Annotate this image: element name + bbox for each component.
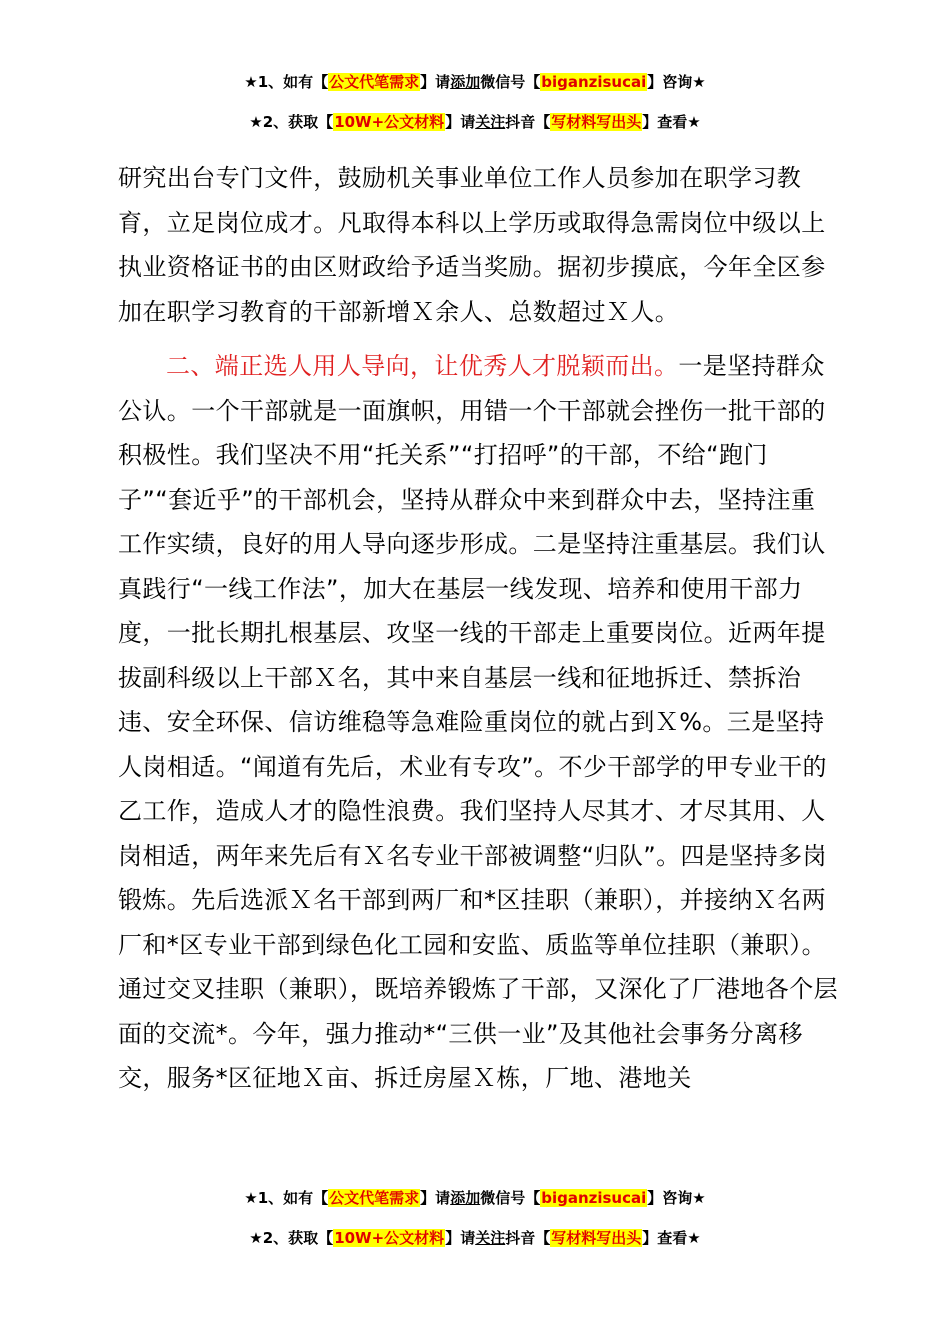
banner-highlight-service: 公文代笔需求 bbox=[329, 73, 420, 91]
footer-banner-line2 bbox=[0, 1228, 950, 1248]
banner-text: 】请 bbox=[420, 73, 451, 91]
banner-suffix: 】查看★ bbox=[642, 1229, 701, 1247]
section-heading: 二、端正选人用人导向，让优秀人才脱颖而出。 bbox=[166, 352, 679, 380]
banner-text: 】请 bbox=[445, 1229, 476, 1247]
banner-highlight-materials: 10W+公文材料 bbox=[334, 113, 445, 131]
banner-emphasis: 添加 bbox=[450, 1189, 481, 1207]
banner-highlight-douyin-id: 写材料写出头 bbox=[551, 113, 642, 131]
banner-prefix: ★1、如有【 bbox=[244, 73, 329, 91]
banner-highlight-materials: 10W+公文材料 bbox=[334, 1229, 445, 1247]
banner-highlight-douyin-id: 写材料写出头 bbox=[551, 1229, 642, 1247]
banner-prefix: ★2、获取【 bbox=[249, 1229, 334, 1247]
banner-highlight-wechat-id: biganzisucai bbox=[541, 73, 647, 91]
banner-text: 】请 bbox=[445, 113, 476, 131]
banner-text: 微信号【 bbox=[480, 1189, 541, 1207]
header-banner-line1 bbox=[0, 72, 950, 92]
banner-suffix: 】查看★ bbox=[642, 113, 701, 131]
banner-suffix: 】咨询★ bbox=[647, 1189, 706, 1207]
paragraph-1: 研究出台专门文件，鼓励机关事业单位工作人员参加在职学习教育，立足岗位成才。凡取得本科以上学历或取得急需岗位中级以上执业资格证书的由区财政给予适当奖励。据初步摸底，今年全区参加在职学习教育的干部新增Ｘ余人、总数超过Ｘ人。 bbox=[118, 164, 826, 326]
banner-emphasis: 关注 bbox=[475, 113, 506, 131]
banner-prefix: ★2、获取【 bbox=[249, 113, 334, 131]
footer-banner-line1 bbox=[0, 1188, 950, 1208]
banner-highlight-service: 公文代笔需求 bbox=[329, 1189, 420, 1207]
banner-text: 微信号【 bbox=[480, 73, 541, 91]
banner-emphasis: 关注 bbox=[475, 1229, 506, 1247]
banner-suffix: 】咨询★ bbox=[647, 73, 706, 91]
banner-emphasis: 添加 bbox=[450, 73, 481, 91]
banner-text: 抖音【 bbox=[505, 1229, 551, 1247]
banner-text: 】请 bbox=[420, 1189, 451, 1207]
document-body bbox=[118, 156, 838, 1101]
paragraph-2-text: 一是坚持群众公认。一个干部就是一面旗帜，用错一个干部就会挫伤一批干部的积极性。我们坚决不用“托关系”“打招呼”的干部，不给“跑门子”“套近乎”的干部机会，坚持从群众中来到群众中去，坚持注重工作实绩，良好的用人导向逐步形成。二是坚持注重基层。我们认真践行“一线工作法”，加大在基层一线发现、培养和使用干部力度，一批长期扎根基层、攻坚一线的干部走上重要岗位。近两年提拔副科级以上干部Ｘ名，其中来自基层一线和征地拆迁、禁拆治违、安全环保、信访维稳等急难险重岗位的就占到Ｘ%。三是坚持人岗相适。“闻道有先后，术业有专攻”。不少干部学的甲专业干的乙工作，造成人才的隐性浪费。我们坚持人尽其才、才尽其用、人岗相适，两年来先后有Ｘ名专业干部被调整“归队”。四是坚持多岗锻炼。先后选派Ｘ名干部到两厂和*区挂职（兼职），并接纳Ｘ名两厂和*区专业干部到绿色化工园和安监、质监等单位挂职（兼职）。通过交叉挂职（兼职），既培养锻炼了干部，又深化了厂港地各个层面的交流*。今年，强力推动*“三供一业”及其他社会事务分离移交，服务*区征地Ｘ亩、拆迁房屋Ｘ栋，厂地、港地关 bbox=[118, 352, 838, 1092]
banner-highlight-wechat-id: biganzisucai bbox=[541, 1189, 647, 1207]
paragraph-2 bbox=[118, 344, 838, 1101]
header-banner-line2 bbox=[0, 112, 950, 132]
banner-prefix: ★1、如有【 bbox=[244, 1189, 329, 1207]
banner-text: 抖音【 bbox=[505, 113, 551, 131]
